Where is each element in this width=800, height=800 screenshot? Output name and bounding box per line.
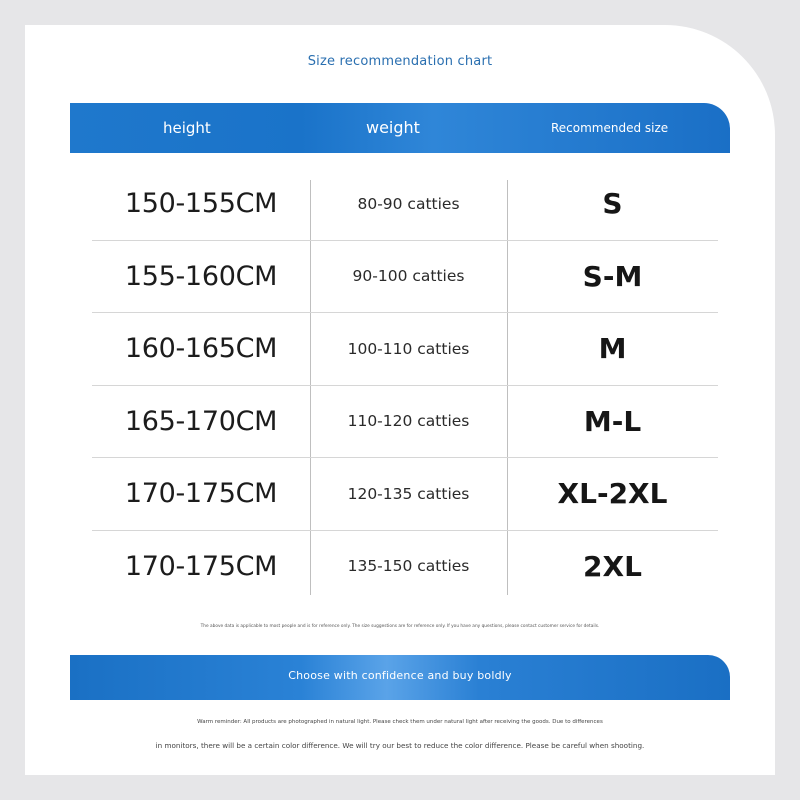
height-cell: 170-175CM	[124, 478, 278, 510]
weight-cell: 135-150 catties	[347, 557, 470, 576]
table-row	[92, 531, 718, 603]
banner-text: Choose with confidence and buy boldly	[288, 669, 512, 682]
size-cell: S-M	[582, 259, 643, 293]
table-row	[92, 386, 718, 459]
confidence-banner	[70, 655, 730, 700]
size-cell: XL-2XL	[557, 477, 668, 511]
size-table	[92, 168, 718, 602]
table-row	[92, 458, 718, 531]
size-cell: M-L	[583, 404, 642, 438]
header-height: height	[163, 119, 211, 137]
header-weight: weight	[366, 118, 420, 137]
size-cell: M	[598, 332, 627, 366]
warm-reminder-line-1: Warm reminder: All products are photographed in natural light. Please check them under natural light after receiving the goods. Due to differences	[197, 719, 603, 725]
height-cell: 165-170CM	[124, 405, 278, 437]
height-cell: 170-175CM	[124, 550, 278, 582]
table-row	[92, 168, 718, 241]
height-cell: 155-160CM	[124, 260, 278, 292]
height-cell: 160-165CM	[124, 333, 278, 365]
header-recommended-size: Recommended size	[551, 121, 669, 135]
weight-cell: 120-135 catties	[347, 484, 470, 503]
chart-title: Size recommendation chart	[307, 54, 493, 69]
weight-cell: 80-90 catties	[357, 194, 460, 213]
table-header	[70, 103, 730, 153]
weight-cell: 90-100 catties	[352, 267, 465, 286]
weight-cell: 100-110 catties	[347, 339, 470, 358]
height-cell: 150-155CM	[124, 188, 278, 220]
reference-footnote: The above data is applicable to most people and is for reference only. The size suggestions are for reference only. If you have any questions, please contact customer service for details.	[200, 624, 600, 629]
size-cell: S	[602, 187, 623, 221]
warm-reminder-line-2: in monitors, there will be a certain color difference. We will try our best to reduce the color difference. Please be careful when shooting.	[155, 741, 645, 750]
weight-cell: 110-120 catties	[347, 412, 470, 431]
table-row	[92, 313, 718, 386]
table-row	[92, 241, 718, 314]
size-cell: 2XL	[583, 549, 642, 583]
